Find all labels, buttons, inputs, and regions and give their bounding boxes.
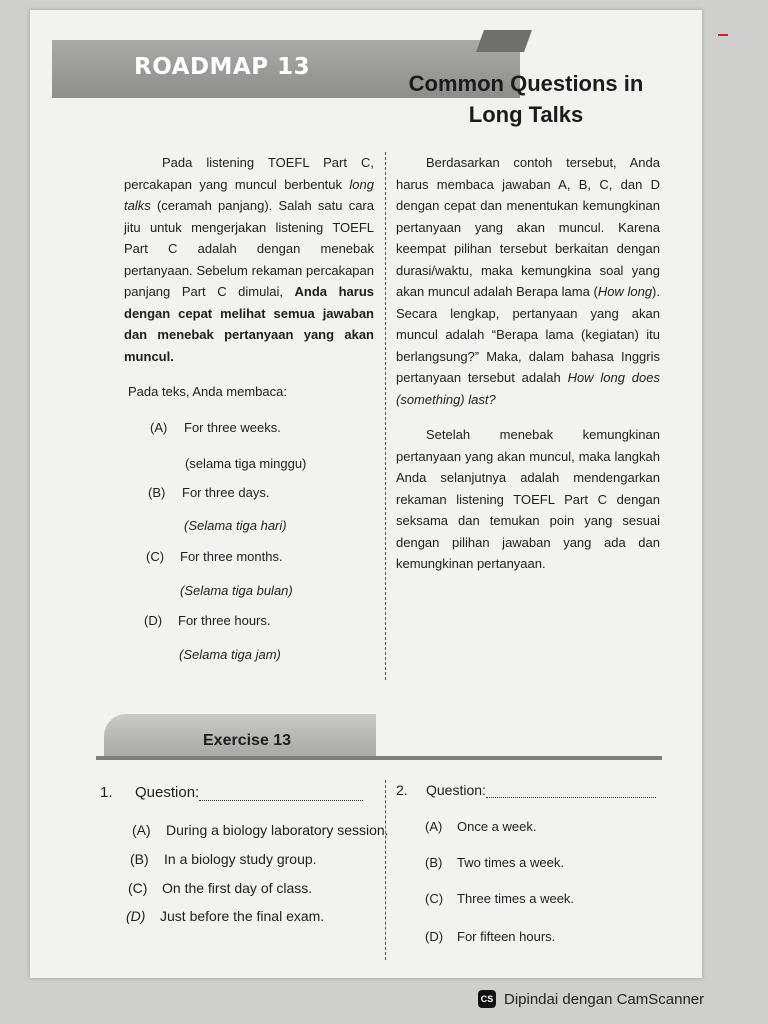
example-option-d [144, 613, 271, 628]
read-label: Pada teks, Anda membaca: [128, 384, 287, 399]
q2-answer-c [425, 891, 574, 906]
explanation-text-a: Berdasarkan contoh tersebut, Anda harus membaca jawaban A, B, C, dan D dengan cepat dan menentukan kemungkinan pertanyaan yang akan muncul. Karena keempat pilihan tersebut berkaitan dengan durasi/waktu, maka kemungkina soal yang akan muncul adalah Berapa lama ( [396, 155, 660, 299]
question-2-line [426, 782, 656, 798]
intro-text-b: (ceramah panjang). Salah satu cara jitu untuk mengerjakan listening TOEFL Part C adalah dengan menebak pertanyaan. Sebelum rekaman percakapan panjang Part C dimulai, [124, 198, 374, 299]
answer-text: During a biology laboratory session. [166, 822, 389, 838]
option-key: (A) [150, 420, 168, 435]
example-translation-d: (Selama tiga jam) [179, 647, 281, 662]
q2-answer-d [425, 929, 555, 944]
explanation-paragraph [396, 152, 660, 410]
column-divider [385, 152, 386, 680]
answer-text: Just before the final exam. [160, 908, 325, 924]
question-2-label: Question: [426, 782, 486, 798]
banner-accent [476, 30, 532, 52]
question-2-number: 2. [396, 782, 408, 798]
answer-text: Three times a week. [457, 891, 575, 906]
example-option-c [146, 549, 283, 564]
answer-key: (B) [130, 851, 149, 867]
page-title-line-2: Long Talks [468, 102, 584, 127]
intro-text-a: Pada listening TOEFL Part C, percakapan yang muncul berbentuk [124, 155, 374, 192]
example-translation-a: (selama tiga minggu) [185, 456, 307, 471]
answer-text: Once a week. [457, 819, 537, 834]
page-title-line-1: Common Questions in [408, 71, 644, 96]
question-divider [385, 780, 386, 960]
option-text: For three weeks. [184, 420, 281, 435]
example-translation-b: (Selama tiga hari) [184, 518, 287, 533]
left-column [124, 152, 374, 367]
question-2-blank [486, 785, 656, 798]
question-1-blank [199, 788, 363, 801]
intro-long-talks: long talks [124, 176, 374, 213]
option-text: For three hours. [178, 613, 271, 628]
answer-key: (A) [425, 819, 443, 834]
answer-key: (C) [128, 880, 148, 896]
example-translation-c: (Selama tiga bulan) [180, 583, 293, 598]
page-title [392, 68, 660, 130]
explanation-text-b: ). Secara lengkap, pertanyaan yang akan muncul adalah “Berapa lama (kegiatan) itu berlangsung?” Maka, dalam bahasa Inggris pertanyaan tersebut adalah [396, 284, 660, 385]
q2-answer-b [425, 855, 564, 870]
option-text: For three days. [182, 485, 270, 500]
answer-text: On the first day of class. [162, 880, 313, 896]
answer-text: In a biology study group. [164, 851, 317, 867]
q1-answer-b [130, 851, 317, 867]
camscanner-text: Dipindai dengan CamScanner [504, 990, 705, 1008]
exercise-title: Exercise 13 [203, 732, 292, 749]
explanation-question: How long does (something) last? [396, 370, 660, 407]
answer-text: Two times a week. [457, 855, 564, 870]
option-key: (B) [148, 485, 166, 500]
page-edge-mark [718, 34, 728, 36]
camscanner-watermark [478, 984, 756, 1014]
option-key: (D) [144, 613, 163, 628]
answer-key: (A) [132, 822, 151, 838]
next-step-paragraph: Setelah menebak kemungkinan pertanyaan yang akan muncul, maka langkah Anda selanjutnya adalah mendengarkan rekaman listening TOEFL Part C dengan seksama dan temukan poin yang sesuai dengan pilihan jawaban yang ada dan kemungkinan pertanyaan. [396, 427, 660, 571]
right-column [396, 152, 660, 575]
exercise-rule [96, 756, 662, 760]
example-option-a [150, 420, 281, 435]
q1-answer-a [132, 822, 389, 838]
answer-key: (C) [425, 891, 444, 906]
camscanner-icon: CS [478, 990, 496, 1008]
option-key: (C) [146, 549, 165, 564]
example-option-b [148, 485, 269, 500]
roadmap-label: ROADMAP 13 [134, 54, 311, 80]
option-text: For three months. [180, 549, 283, 564]
q2-answer-a [425, 819, 537, 834]
answer-text: For fifteen hours. [457, 929, 556, 944]
question-1-number: 1. [100, 784, 113, 801]
explanation-how-long: How long [597, 284, 653, 299]
question-1-label: Question: [135, 784, 200, 801]
q1-answer-c [128, 880, 312, 896]
intro-bold-text: Anda harus dengan cepat melihat semua jawaban dan menebak pertanyaan yang akan muncul. [124, 284, 374, 364]
answer-key: (D) [126, 908, 146, 924]
answer-key: (B) [425, 855, 443, 870]
answer-key: (D) [425, 929, 444, 944]
intro-paragraph [124, 152, 374, 367]
q1-answer-d [126, 908, 324, 924]
question-1-line [135, 784, 363, 801]
